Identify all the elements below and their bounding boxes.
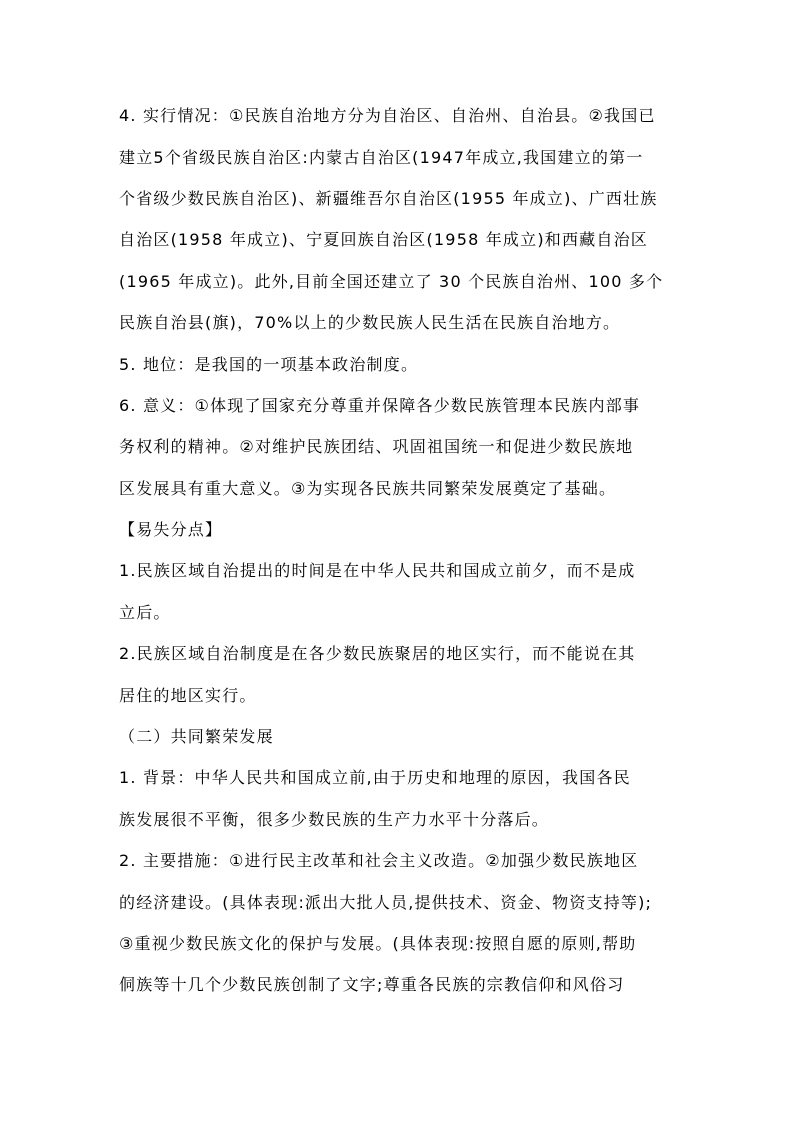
text-line: 族发展很不平衡，很多少数民族的生产力水平十分落后。 [119, 810, 550, 829]
text-line: 2.民族区域自治制度是在各少数民族聚居的地区实行，而不能说在其 [119, 644, 636, 663]
text-line: 1.民族区域自治提出的时间是在中华人民共和国成立前夕，而不是成 [119, 561, 636, 580]
text-line: 立后。 [119, 603, 171, 622]
text-line: 侗族等十几个少数民族创制了文字;尊重各民族的宗教信仰和风俗习 [119, 975, 625, 994]
text-line: 自治区(1958 年成立)、宁夏回族自治区(1958 年成立)和西藏自治区 [119, 230, 648, 249]
text-line: 务权利的精神。②对维护民族团结、巩固祖国统一和促进少数民族地 [119, 437, 634, 456]
text-line: 个省级少数民族自治区)、新疆维吾尔自治区(1955 年成立)、广西壮族 [119, 189, 658, 208]
text-line: ③重视少数民族文化的保护与发展。(具体表现:按照自愿的原则,帮助 [119, 934, 637, 953]
text-line: 民族自治县(旗)，70%以上的少数民族人民生活在民族自治地方。 [119, 313, 621, 332]
section-heading: 【易失分点】 [119, 520, 223, 539]
text-line: 5. 地位：是我国的一项基本政治制度。 [119, 355, 419, 374]
text-line: 的经济建设。(具体表现:派出大批人员,提供技术、资金、物资支持等); [119, 893, 653, 912]
section-heading: （二）共同繁荣发展 [119, 727, 274, 746]
text-line: (1965 年成立)。此外,目前全国还建立了 30 个民族自治州、100 多个 [119, 272, 664, 291]
text-line: 2. 主要措施：①进行民主改革和社会主义改造。②加强少数民族地区 [119, 851, 639, 870]
text-line: 1. 背景：中华人民共和国成立前,由于历史和地理的原因，我国各民 [119, 768, 631, 787]
text-line: 4. 实行情况：①民族自治地方分为自治区、自治州、自治县。②我国已 [119, 106, 656, 125]
text-line: 区发展具有重大意义。③为实现各民族共同繁荣发展奠定了基础。 [119, 479, 617, 498]
text-line: 建立5个省级民族自治区:内蒙古自治区(1947年成立,我国建立的第一 [119, 148, 644, 167]
text-line: 居住的地区实行。 [119, 686, 257, 705]
text-line: 6. 意义：①体现了国家充分尊重并保障各少数民族管理本民族内部事 [119, 396, 641, 415]
